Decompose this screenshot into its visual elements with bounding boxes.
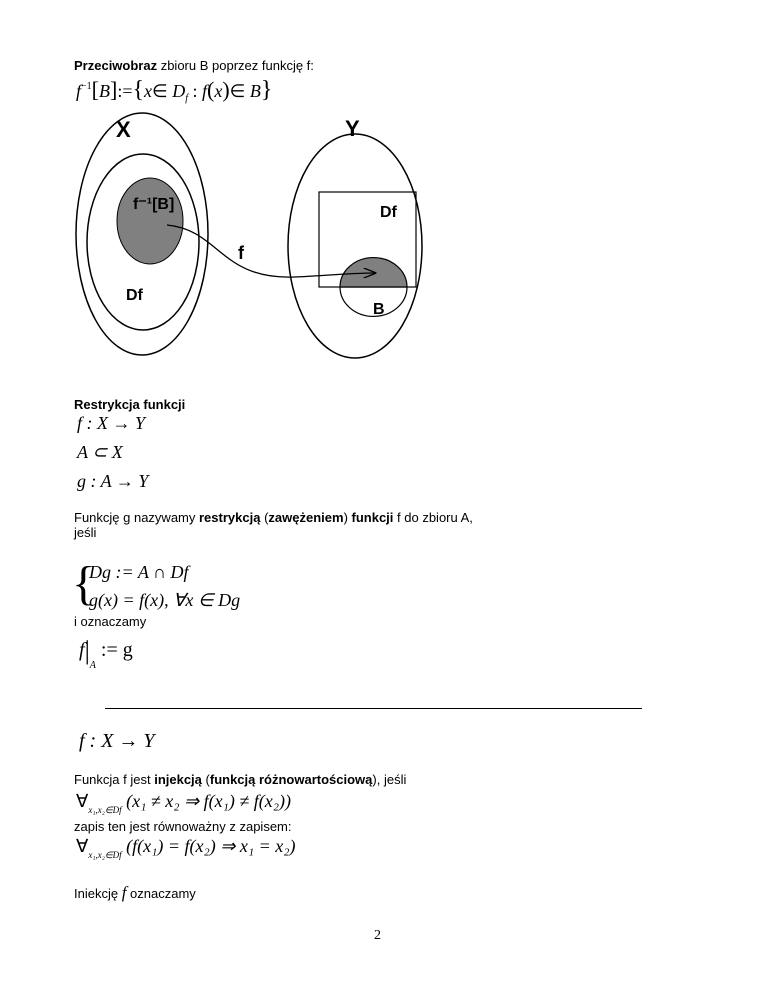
desc-post: f do zbioru A, <box>393 510 473 525</box>
inj-desc-bold-roznowartosciowa: funkcją różnowartościową <box>209 772 373 787</box>
set-B-ellipse-top <box>340 258 407 287</box>
formula1-body: (x₁ ≠ x₂ ⇒ f(x₁) ≠ f(x₂)) <box>126 791 291 811</box>
restriction-line1: f : X → Y <box>77 413 146 433</box>
inj-desc-post: ), jeśli <box>372 772 407 787</box>
desc-bold-funkcji: funkcji <box>351 510 394 525</box>
notation-A: A <box>89 660 96 671</box>
formula-def: := <box>117 81 133 101</box>
formula-B: B <box>98 81 110 101</box>
formula-inverse: −1 <box>81 81 92 92</box>
restriction-notation: $f|_A$ := g <box>79 636 133 671</box>
inj-notation-f: f <box>121 883 127 902</box>
system-line1: Dg := A ∩ Df <box>89 562 189 582</box>
system-line2: g(x) = f(x), ∀x ∈ Dg <box>89 590 241 610</box>
desc-bold-restrykcja: restrykcją <box>199 510 261 525</box>
formula-fx: f <box>201 81 207 101</box>
desc-mid2: ) <box>343 510 352 525</box>
forall-symbol-1: ∀ <box>76 791 89 811</box>
label-Y: Y <box>345 116 360 141</box>
label-f: f <box>238 243 244 263</box>
restriction-description-line2: jeśli <box>74 525 97 540</box>
inj-desc-pre: Funkcja f jest <box>74 772 155 787</box>
restriction-title: Restrykcja funkcji <box>74 397 186 412</box>
formula-colon: : <box>192 81 198 101</box>
preimage-formula: $f^{-1}[B]:=\{x\in$ $D_f$ : f(x)∈ B} <box>76 77 273 104</box>
page-number: 2 <box>374 928 381 943</box>
label-Df-right: Df <box>380 204 397 221</box>
inj-desc-bold-injekcja: injekcją <box>154 772 202 787</box>
injection-formula1 <box>76 792 291 815</box>
formula2-body: (f(x₁) = f(x₂) ⇒ x₁ = x₂) <box>126 836 296 856</box>
desc-pre: Funkcję g nazywamy <box>74 510 199 525</box>
notation-rest: := g <box>100 639 133 661</box>
restriction-line3: g : A → Y <box>77 471 149 491</box>
notation-f: f <box>79 639 85 661</box>
equivalence-text: zapis ten jest równoważny z zapisem: <box>74 819 292 834</box>
restriction-description <box>74 511 473 524</box>
formula-x: x <box>144 81 152 101</box>
formula-xarg: x <box>214 81 223 101</box>
injection-notation <box>74 884 196 901</box>
section-divider <box>105 708 642 709</box>
label-Df-left: Df <box>126 287 143 304</box>
formula-D: D <box>172 81 186 101</box>
inj-desc-mid: ( <box>201 772 210 787</box>
preimage-ellipse <box>117 178 183 264</box>
preimage-title-rest: zbioru B poprzez funkcję f: <box>157 58 314 73</box>
label-preimage: f⁻¹[B] <box>133 196 175 213</box>
inj-notation-post: oznaczamy <box>126 886 196 901</box>
injection-description <box>74 773 406 786</box>
forall-symbol-2: ∀ <box>76 836 89 856</box>
label-X: X <box>116 117 131 142</box>
restriction-line2: A ⊂ X <box>77 442 123 462</box>
formula-D-sub: f <box>185 93 188 104</box>
injection-map: f : X → Y <box>79 730 155 752</box>
quantifier-sub-1: x₁,x₂∈Df <box>88 805 122 815</box>
preimage-title <box>74 59 314 72</box>
formula-f: f <box>76 81 82 101</box>
desc-bold-zawezeniem: zawężeniem <box>268 510 344 525</box>
system-brace: { <box>72 557 96 610</box>
injection-formula2 <box>76 837 296 860</box>
label-B: B <box>373 301 385 318</box>
set-Y-ellipse <box>288 134 422 358</box>
preimage-diagram <box>70 110 397 360</box>
formula-in: ∈ <box>152 81 168 101</box>
denote-text: i oznaczamy <box>74 614 147 629</box>
quantifier-sub-2: x₁,x₂∈Df <box>88 850 122 860</box>
inj-notation-pre: Iniekcję <box>74 886 122 901</box>
preimage-title-bold: Przeciwobraz <box>74 58 158 73</box>
desc-mid1: ( <box>260 510 269 525</box>
